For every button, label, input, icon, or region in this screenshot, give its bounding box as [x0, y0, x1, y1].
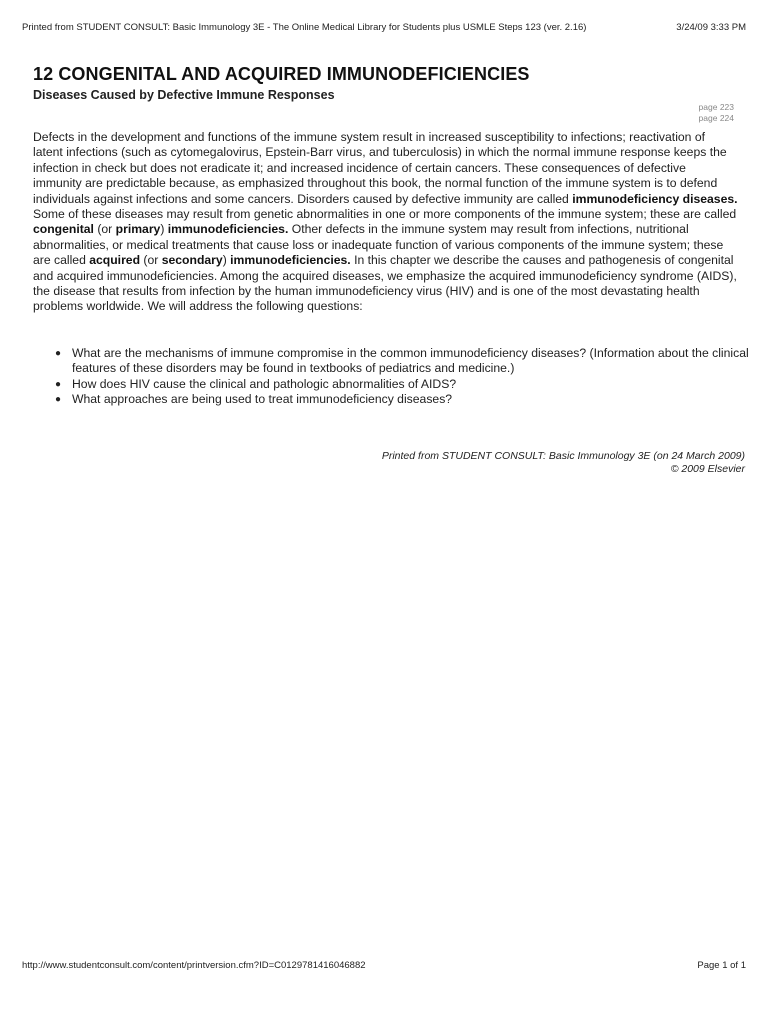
question-text: What are the mechanisms of immune compromise in the common immunodeficiency diseases? (Information about the clinical features of these disorders may be found in textbooks of pediatrics and medicine.)	[72, 346, 749, 376]
print-footer	[22, 960, 746, 974]
term-secondary: secondary	[161, 253, 223, 268]
page-markers	[699, 102, 734, 124]
page-count: Page 1 of 1	[697, 960, 746, 971]
bullet-icon: ●	[55, 394, 62, 406]
chapter-title: 12 CONGENITAL AND ACQUIRED IMMUNODEFICIENCIES	[33, 64, 530, 84]
term-primary: primary	[115, 222, 161, 237]
question-text: How does HIV cause the clinical and pathologic abnormalities of AIDS?	[72, 376, 457, 391]
paragraph-text: Defects in the development and functions of the immune system result in increased susceptibility to infections; reactivation of latent infections (such as cytomegalovirus, Epstein-Barr virus, and tuberculosis) in which the normal immune response keeps the infection in check but does not eradicate it; and increased incidence of certain cancers. These consequences of defective immunity are predictable because, as emphasized throughout this book, the normal function of the immune system is to defend individuals against infections and some cancers. Disorders caused by defective immunity are called	[33, 130, 727, 206]
term-immunodeficiencies-2: immunodeficiencies.	[230, 253, 351, 268]
paragraph-text: (or	[93, 222, 116, 237]
list-item	[55, 376, 752, 392]
print-source: Printed from STUDENT CONSULT: Basic Immunology 3E - The Online Medical Library for Students plus USMLE Steps 123 (ver. 2.16)	[22, 22, 587, 33]
credit-line: Printed from STUDENT CONSULT: Basic Immunology 3E (on 24 March 2009)	[381, 450, 745, 462]
paragraph-text: Other defects in the immune system may result from infections, nutritional abnormalities, or medical treatments that cause loss or inadequate function of various components of the immune system; these are called	[33, 222, 724, 268]
term-immunodeficiencies: immunodeficiencies.	[167, 222, 289, 237]
question-text: What approaches are being used to treat immunodeficiency diseases?	[72, 392, 453, 407]
questions-list	[56, 346, 752, 408]
bullet-icon: ●	[55, 378, 62, 390]
print-header	[22, 22, 746, 36]
page-marker: page 223	[698, 102, 734, 112]
copyright-line: © 2009 Elsevier	[670, 463, 745, 475]
print-datetime: 3/24/09 3:33 PM	[676, 22, 746, 33]
list-item	[55, 392, 752, 407]
page-url-link[interactable]: http://www.studentconsult.com/content/printversion.cfm?ID=C0129781416046882	[22, 960, 366, 971]
intro-paragraph	[33, 130, 738, 315]
bullet-icon: ●	[55, 348, 62, 359]
term-congenital: congenital	[33, 222, 94, 237]
list-item	[55, 346, 752, 377]
paragraph-text: In this chapter we describe the causes and pathogenesis of congenital and acquired immunodeficiencies. Among the acquired diseases, we emphasize the acquired immunodeficiency syndrome (AIDS), the disease that results from infection by the human immunodeficiency virus (HIV) and is one of the most devastating health problems worldwide. We will address the following questions:	[33, 253, 737, 314]
term-immunodeficiency-diseases: immunodeficiency diseases.	[572, 191, 738, 206]
chapter-subtitle: Diseases Caused by Defective Immune Responses	[33, 88, 335, 102]
paragraph-text: )	[222, 253, 231, 268]
paragraph-text: )	[160, 222, 168, 237]
page-marker: page 224	[698, 113, 734, 123]
term-acquired: acquired	[89, 253, 141, 268]
paragraph-text: Some of these diseases may result from genetic abnormalities in one or more components of the immune system; these are called	[33, 207, 737, 222]
print-credit	[382, 450, 745, 476]
paragraph-text: (or	[140, 253, 162, 268]
